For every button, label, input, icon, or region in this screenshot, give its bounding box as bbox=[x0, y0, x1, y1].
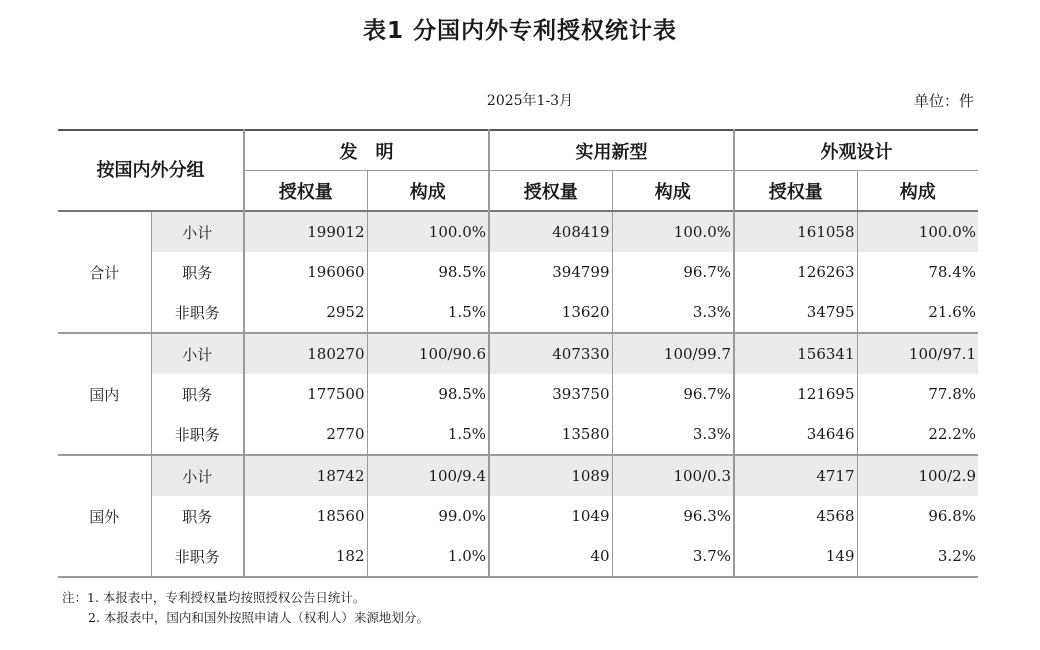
grant-count-cell: 196060 bbox=[244, 252, 367, 292]
grant-count-cell: 121695 bbox=[734, 374, 857, 414]
grant-count-cell: 4717 bbox=[734, 455, 857, 496]
grant-count-cell: 161058 bbox=[734, 211, 857, 252]
composition-cell: 78.4% bbox=[928, 263, 976, 281]
composition-cell: 100/90.6 bbox=[367, 333, 489, 374]
composition-cell: 3.3% bbox=[612, 414, 734, 455]
composition-cell: 100.0% bbox=[612, 211, 734, 252]
table-row bbox=[58, 455, 978, 496]
composition-cell: 100/0.3 bbox=[612, 455, 734, 496]
grant-count-cell: 156341 bbox=[734, 333, 857, 374]
table-row bbox=[58, 414, 978, 455]
composition-cell: 22.2% bbox=[928, 425, 976, 443]
grant-count-cell: 394799 bbox=[489, 252, 612, 292]
grant-count-cell: 393750 bbox=[489, 374, 612, 414]
subcol-grants: 授权量 bbox=[489, 171, 612, 212]
row-label: 非职务 bbox=[151, 536, 244, 577]
grant-count-cell: 199012 bbox=[244, 211, 367, 252]
patent-grant-table bbox=[58, 129, 978, 578]
grant-count-cell: 408419 bbox=[489, 211, 612, 252]
composition-cell: 100.0% bbox=[367, 211, 489, 252]
group-section bbox=[58, 333, 978, 455]
footnotes bbox=[62, 588, 429, 628]
grant-count-cell: 1089 bbox=[489, 455, 612, 496]
category-invention: 发 明 bbox=[244, 130, 489, 171]
grant-count-cell: 2770 bbox=[244, 414, 367, 455]
table-row bbox=[58, 496, 978, 536]
grant-count-cell: 126263 bbox=[734, 252, 857, 292]
composition-cell: 100/9.4 bbox=[367, 455, 489, 496]
grant-count-cell: 407330 bbox=[489, 333, 612, 374]
composition-cell: 3.2% bbox=[937, 547, 976, 565]
group-name: 合计 bbox=[58, 211, 151, 333]
grant-count-cell: 18560 bbox=[244, 496, 367, 536]
footnote-1: 注：1. 本报表中，专利授权量均按照授权公告日统计。 bbox=[62, 590, 366, 605]
report-period: 2025年1-3月 bbox=[486, 93, 574, 109]
subcol-composition: 构成 bbox=[612, 171, 734, 212]
grant-count-cell: 34646 bbox=[734, 414, 857, 455]
composition-cell: 96.3% bbox=[612, 496, 734, 536]
composition-cell: 100.0% bbox=[857, 211, 978, 252]
composition-cell: 98.5% bbox=[367, 374, 489, 414]
unit-label: 单位：件 bbox=[913, 92, 974, 110]
row-label: 小计 bbox=[151, 211, 244, 252]
grant-count-cell: 177500 bbox=[244, 374, 367, 414]
subcol-composition: 构成 bbox=[899, 181, 936, 203]
composition-cell: 21.6% bbox=[928, 303, 976, 321]
grant-count-cell: 18742 bbox=[244, 455, 367, 496]
row-label: 非职务 bbox=[151, 292, 244, 333]
composition-cell: 100/2.9 bbox=[857, 455, 978, 496]
grant-count-cell: 13620 bbox=[489, 292, 612, 333]
category-design: 外观设计 bbox=[734, 130, 978, 171]
subcol-grants: 授权量 bbox=[734, 171, 857, 212]
composition-cell: 1.5% bbox=[367, 292, 489, 333]
row-label: 职务 bbox=[151, 252, 244, 292]
composition-cell: 96.8% bbox=[928, 507, 976, 525]
grant-count-cell: 149 bbox=[734, 536, 857, 577]
grant-count-cell: 182 bbox=[244, 536, 367, 577]
composition-cell: 98.5% bbox=[367, 252, 489, 292]
subcol-composition: 构成 bbox=[367, 171, 489, 212]
grant-count-cell: 4568 bbox=[734, 496, 857, 536]
group-header bbox=[58, 130, 244, 211]
page-title: 表1 分国内外专利授权统计表 bbox=[362, 18, 677, 44]
composition-cell: 96.7% bbox=[612, 252, 734, 292]
row-label: 职务 bbox=[151, 496, 244, 536]
group-name: 国内 bbox=[58, 333, 151, 455]
grant-count-cell: 180270 bbox=[244, 333, 367, 374]
row-label: 职务 bbox=[151, 374, 244, 414]
group-header-label: 按国内外分组 bbox=[96, 159, 205, 181]
group-name: 国外 bbox=[58, 455, 151, 577]
table-header bbox=[58, 130, 978, 211]
category-utility-model: 实用新型 bbox=[489, 130, 734, 171]
table-row bbox=[58, 252, 978, 292]
row-label: 非职务 bbox=[151, 414, 244, 455]
footnote-2: 2. 本报表中，国内和国外按照申请人（权利人）来源地划分。 bbox=[88, 610, 429, 625]
row-label: 小计 bbox=[151, 333, 244, 374]
grant-count-cell: 13580 bbox=[489, 414, 612, 455]
grant-count-cell: 1049 bbox=[489, 496, 612, 536]
table-row bbox=[58, 536, 978, 577]
grant-count-cell: 2952 bbox=[244, 292, 367, 333]
composition-cell: 77.8% bbox=[928, 385, 976, 403]
table-row bbox=[58, 211, 978, 252]
row-label: 小计 bbox=[151, 455, 244, 496]
composition-cell: 100/97.1 bbox=[857, 333, 978, 374]
table-row bbox=[58, 333, 978, 374]
composition-cell: 99.0% bbox=[367, 496, 489, 536]
table-row bbox=[58, 374, 978, 414]
grant-count-cell: 34795 bbox=[734, 292, 857, 333]
group-section bbox=[58, 211, 978, 333]
composition-cell: 1.5% bbox=[367, 414, 489, 455]
subcol-grants: 授权量 bbox=[244, 171, 367, 212]
table-row bbox=[58, 292, 978, 333]
composition-cell: 3.7% bbox=[612, 536, 734, 577]
composition-cell: 96.7% bbox=[612, 374, 734, 414]
group-section bbox=[58, 455, 978, 577]
grant-count-cell: 40 bbox=[489, 536, 612, 577]
composition-cell: 1.0% bbox=[367, 536, 489, 577]
composition-cell: 100/99.7 bbox=[612, 333, 734, 374]
composition-cell: 3.3% bbox=[612, 292, 734, 333]
